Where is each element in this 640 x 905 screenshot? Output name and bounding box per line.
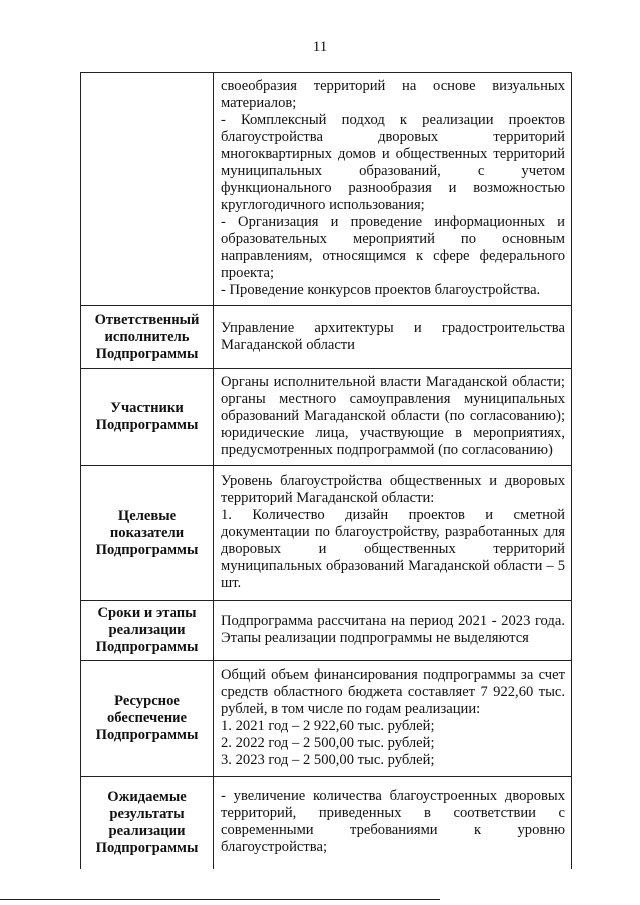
paragraph: 2. 2022 год – 2 500,00 тыс. рублей; — [221, 735, 435, 751]
row-value — [214, 369, 572, 466]
table-row — [81, 73, 572, 306]
row-label — [81, 73, 214, 306]
row-label: Ответственный исполнитель Подпрограммы — [81, 306, 214, 369]
paragraph: - Организация и проведение информационных и образовательных мероприятий по основным направлениям, относящимся к сфере федерального проекта; — [221, 214, 565, 281]
paragraph: 3. 2023 год – 2 500,00 тыс. рублей; — [221, 752, 435, 768]
paragraph: - Проведение конкурсов проектов благоустройства. — [221, 282, 541, 298]
row-value — [214, 661, 572, 777]
paragraph: Уровень благоустройства общественных и дворовых территорий Магаданской области: — [221, 473, 565, 506]
row-label: Ресурсное обеспечение Подпрограммы — [81, 661, 214, 777]
paragraph: Органы исполнительной власти Магаданской области; органы местного самоуправления муниципальных образований Магаданской области (по согласованию); юридические лица, участвующие в мероприятиях, предусмотренных подпрограммой (по согласованию) — [221, 374, 565, 458]
paragraph: 1. Количество дизайн проектов и сметной документации по благоустройству, разработанных для дворовых и общественных территорий муниципальных образований Магаданской области – 5 шт. — [221, 507, 565, 591]
row-label: Участники Подпрограммы — [81, 369, 214, 466]
paragraph: своеобразия территорий на основе визуальных материалов; — [221, 78, 565, 111]
bottom-divider — [0, 899, 440, 900]
paragraph: Подпрограмма рассчитана на период 2021 - 2023 года. Этапы реализации подпрограммы не выделяются — [221, 613, 565, 646]
row-label: Ожидаемые результаты реализации Подпрограммы — [81, 777, 214, 869]
paragraph: 1. 2021 год – 2 922,60 тыс. рублей; — [221, 718, 435, 734]
subprogram-passport-table — [80, 72, 572, 869]
table-row — [81, 661, 572, 777]
table-row — [81, 306, 572, 369]
paragraph: - увеличение количества благоустроенных дворовых территорий, приведенных в соответствии с современными требованиями к уровню благоустройства; — [221, 788, 565, 856]
table-row — [81, 777, 572, 869]
row-value — [214, 777, 572, 869]
table-row — [81, 601, 572, 661]
table-row — [81, 369, 572, 466]
row-value — [214, 466, 572, 601]
row-label: Целевые показатели Подпрограммы — [81, 466, 214, 601]
page-number: 11 — [312, 39, 328, 55]
paragraph: Управление архитектуры и градостроительства Магаданской области — [221, 319, 565, 353]
paragraph: Общий объем финансирования подпрограммы за счет средств областного бюджета составляет 7 922,60 тыс. рублей, в том числе по годам реализации: — [221, 667, 565, 717]
row-value — [214, 601, 572, 661]
row-label: Сроки и этапы реализации Подпрограммы — [81, 601, 214, 661]
row-value — [214, 73, 572, 306]
table-row — [81, 466, 572, 601]
row-value — [214, 306, 572, 369]
paragraph: - Комплексный подход к реализации проектов благоустройства дворовых территорий многоквартирных домов и общественных территорий муниципальных образований, с учетом функционального разнообразия и возможностью круглогодичного использования; — [221, 112, 565, 213]
